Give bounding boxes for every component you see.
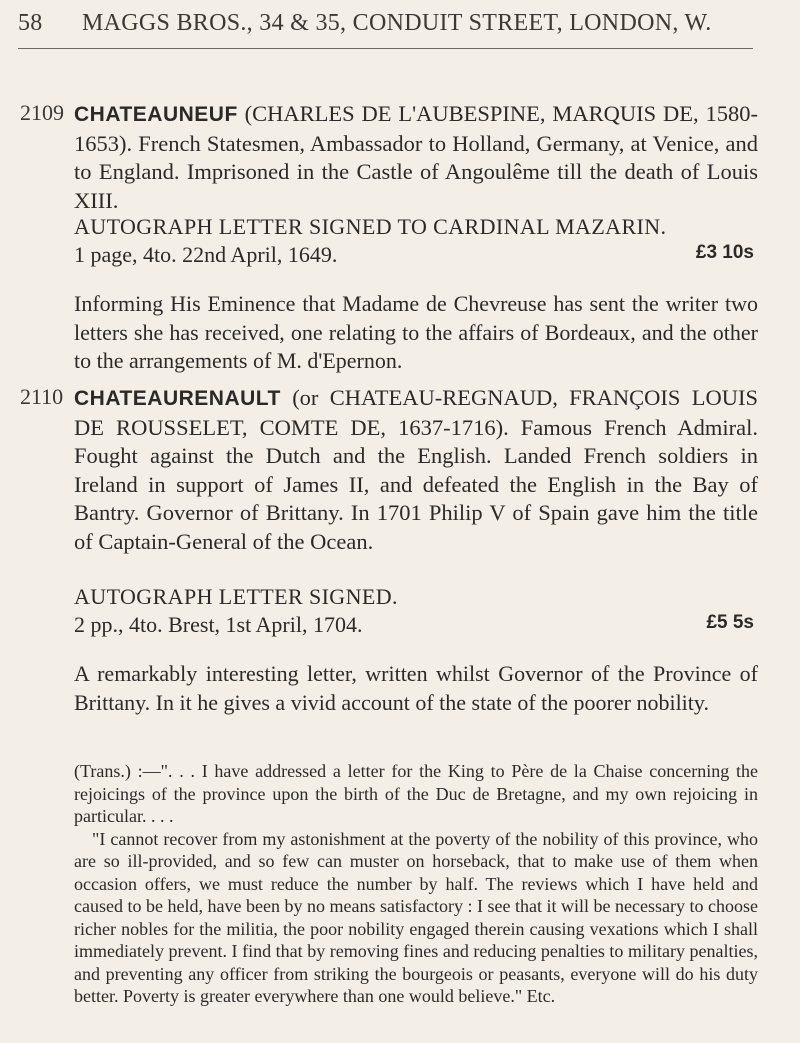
header-rule	[18, 48, 753, 49]
price: £3 10s	[695, 242, 754, 263]
entry-bio: (or CHATEAU-REGNAUD, FRANÇOIS LOUIS DE ROUSSELET, COMTE DE, 1637-1716). Famous French Admiral. Fought against the Dutch and the English. Landed French soldiers in Ireland in support of James II, and defeated the English in the Bay of Bantry. Governor of Brittany. In 1701 Philip V of Spain gave him the title of Captain-General of the Ocean.	[74, 385, 758, 554]
entry-description: A remarkably interesting letter, written whilst Governor of the Province of Brittany. In it he gives a vivid account of the state of the poorer nobility.	[74, 661, 758, 715]
translation-paragraph: "I cannot recover from my astonishment at the poverty of the nobility of this province, who are so ill-provided, and so few can muster on horseback, that to make use of them when occasion offers, we must reduce the number by half. The reviews which I have held and caused to be held, have been by no means satisfactory : I see that it will be necessary to choose richer nobles for the militia, the poor nobility engaged therein causing vexations which I shall immediately prevent. I find that by removing fines and reducing penalties to military penalties, and preventing any officer from striking the bourgeois or peasants, everyone will do his duty better. Poverty is greater everywhere than one would believe." Etc.	[74, 828, 758, 1006]
item-title: AUTOGRAPH LETTER SIGNED TO CARDINAL MAZARIN.	[74, 214, 667, 239]
running-title: MAGGS BROS., 34 & 35, CONDUIT STREET, LONDON, W.	[82, 10, 712, 36]
price: £5 5s	[706, 612, 754, 633]
entry-heading: CHATEAUNEUF	[74, 103, 238, 126]
item-format: 1 page, 4to. 22nd April, 1649.	[74, 242, 338, 267]
item-format: 2 pp., 4to. Brest, 1st April, 1704.	[74, 612, 363, 637]
translation-paragraph: (Trans.) :—". . . I have addressed a letter for the King to Père de la Chaise concerning the rejoicings of the province upon the birth of the Duc de Bretagne, and my own rejoicing in particular. . . .	[74, 761, 758, 826]
page-header	[18, 10, 753, 37]
translation-block	[74, 760, 758, 1008]
item-title: AUTOGRAPH LETTER SIGNED.	[74, 584, 398, 609]
item-detail	[74, 612, 754, 638]
lot-number: 2109	[20, 100, 64, 125]
entry-description: Informing His Eminence that Madame de Chevreuse has sent the writer two letters she has received, one relating to the affairs of Bordeaux, and the other to the arrangements of M. d'Epernon.	[74, 291, 758, 373]
entry-heading: CHATEAURENAULT	[74, 387, 281, 410]
entry-biography	[74, 100, 758, 215]
item-detail	[74, 242, 754, 268]
entry-biography	[74, 384, 758, 556]
page-number: 58	[18, 10, 43, 36]
entry-bio: (CHARLES DE L'AUBESPINE, MARQUIS DE, 1580-1653). French Statesmen, Ambassador to Holland, Germany, at Venice, and to England. Imprisoned in the Castle of Angoulême till the death of Louis XIII.	[74, 101, 758, 213]
lot-number: 2110	[20, 384, 64, 409]
